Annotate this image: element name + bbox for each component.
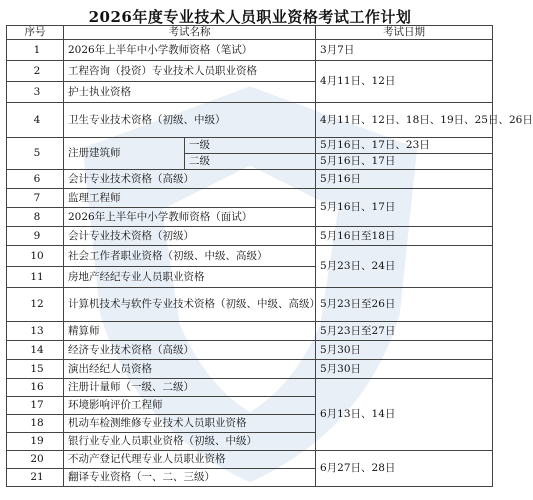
row-no: 18 [7,415,64,433]
exam-name: 卫生专业技术资格（初级、中级） [64,103,316,138]
exam-date: 4月11日、12日、18日、19日、25日、26日 [316,103,493,138]
exam-name: 演出经纪人员资格 [64,360,316,379]
exam-sub-level: 一级 [185,138,316,154]
table-row [7,61,493,82]
exam-date: 4月11日、12日 [316,61,493,103]
table-row [7,103,493,138]
header-no: 序号 [7,26,64,40]
exam-name: 监理工程师 [64,189,316,208]
exam-name: 精算师 [64,322,316,341]
exam-name: 银行业专业人员职业资格（初级、中级） [64,433,316,451]
exam-date: 5月30日 [316,360,493,379]
exam-name: 工程咨询（投资）专业技术人员职业资格 [64,61,316,82]
row-no: 13 [7,322,64,341]
exam-name: 经济专业技术资格（高级） [64,341,316,360]
table-row [7,379,493,397]
table-row [7,40,493,61]
exam-name: 房地产经纪专业人员职业资格 [64,267,316,288]
row-no: 8 [7,208,64,227]
exam-schedule-table [6,25,533,487]
row-no: 16 [7,379,64,397]
row-no: 21 [7,469,64,487]
exam-date: 5月16日、17日 [316,189,493,227]
header-name: 考试名称 [64,26,316,40]
row-no: 5 [7,138,64,170]
row-no: 14 [7,341,64,360]
table-row [7,451,493,469]
row-no: 4 [7,103,64,138]
row-no: 19 [7,433,64,451]
table-row [7,189,493,208]
exam-date: 3月7日 [316,40,493,61]
exam-date: 5月30日 [316,341,493,360]
exam-name: 会计专业技术资格（高级） [64,170,316,189]
row-no: 20 [7,451,64,469]
row-no: 15 [7,360,64,379]
exam-name: 2026年上半年中小学教师资格（面试） [64,208,316,227]
exam-date: 5月23日至26日 [316,288,493,322]
table-row [7,360,493,379]
table-row [7,138,493,154]
exam-date: 5月16日至18日 [316,227,493,246]
table-row [7,322,493,341]
header-date: 考试日期 [316,26,493,40]
exam-date: 6月27日、28日 [316,451,493,487]
table-row [7,341,493,360]
exam-name: 注册建筑师 [64,138,185,170]
exam-name: 不动产登记代理专业人员职业资格 [64,451,316,469]
table-row [7,288,493,322]
row-no: 1 [7,40,64,61]
row-no: 6 [7,170,64,189]
exam-name: 环境影响评价工程师 [64,397,316,415]
exam-name: 机动车检测维修专业技术人员职业资格 [64,415,316,433]
exam-name: 护士执业资格 [64,82,316,103]
row-no: 2 [7,61,64,82]
row-no: 12 [7,288,64,322]
exam-name: 社会工作者职业资格（初级、中级、高级） [64,246,316,267]
table-header-row [7,26,493,40]
row-no: 17 [7,397,64,415]
table-row [7,170,493,189]
exam-date: 5月23日至27日 [316,322,493,341]
exam-sub-level: 二级 [185,154,316,170]
exam-date: 6月13日、14日 [316,379,493,451]
exam-name: 计算机技术与软件专业技术资格（初级、中级、高级） [64,288,316,322]
table-row [7,246,493,267]
exam-name: 翻译专业资格（一、二、三级） [64,469,316,487]
exam-date: 5月16日、17日、23日 [316,138,493,154]
row-no: 11 [7,267,64,288]
exam-name: 会计专业技术资格（初级） [64,227,316,246]
table-row [7,227,493,246]
row-no: 7 [7,189,64,208]
exam-name: 2026年上半年中小学教师资格（笔试） [64,40,316,61]
exam-date: 5月16日、17日 [316,154,493,170]
document-title: 2026年度专业技术人员职业资格考试工作计划 [88,8,412,26]
row-no: 3 [7,82,64,103]
exam-name: 注册计量师（一级、二级） [64,379,316,397]
row-no: 10 [7,246,64,267]
exam-date: 5月23日、24日 [316,246,493,288]
row-no: 9 [7,227,64,246]
exam-date: 5月16日 [316,170,493,189]
